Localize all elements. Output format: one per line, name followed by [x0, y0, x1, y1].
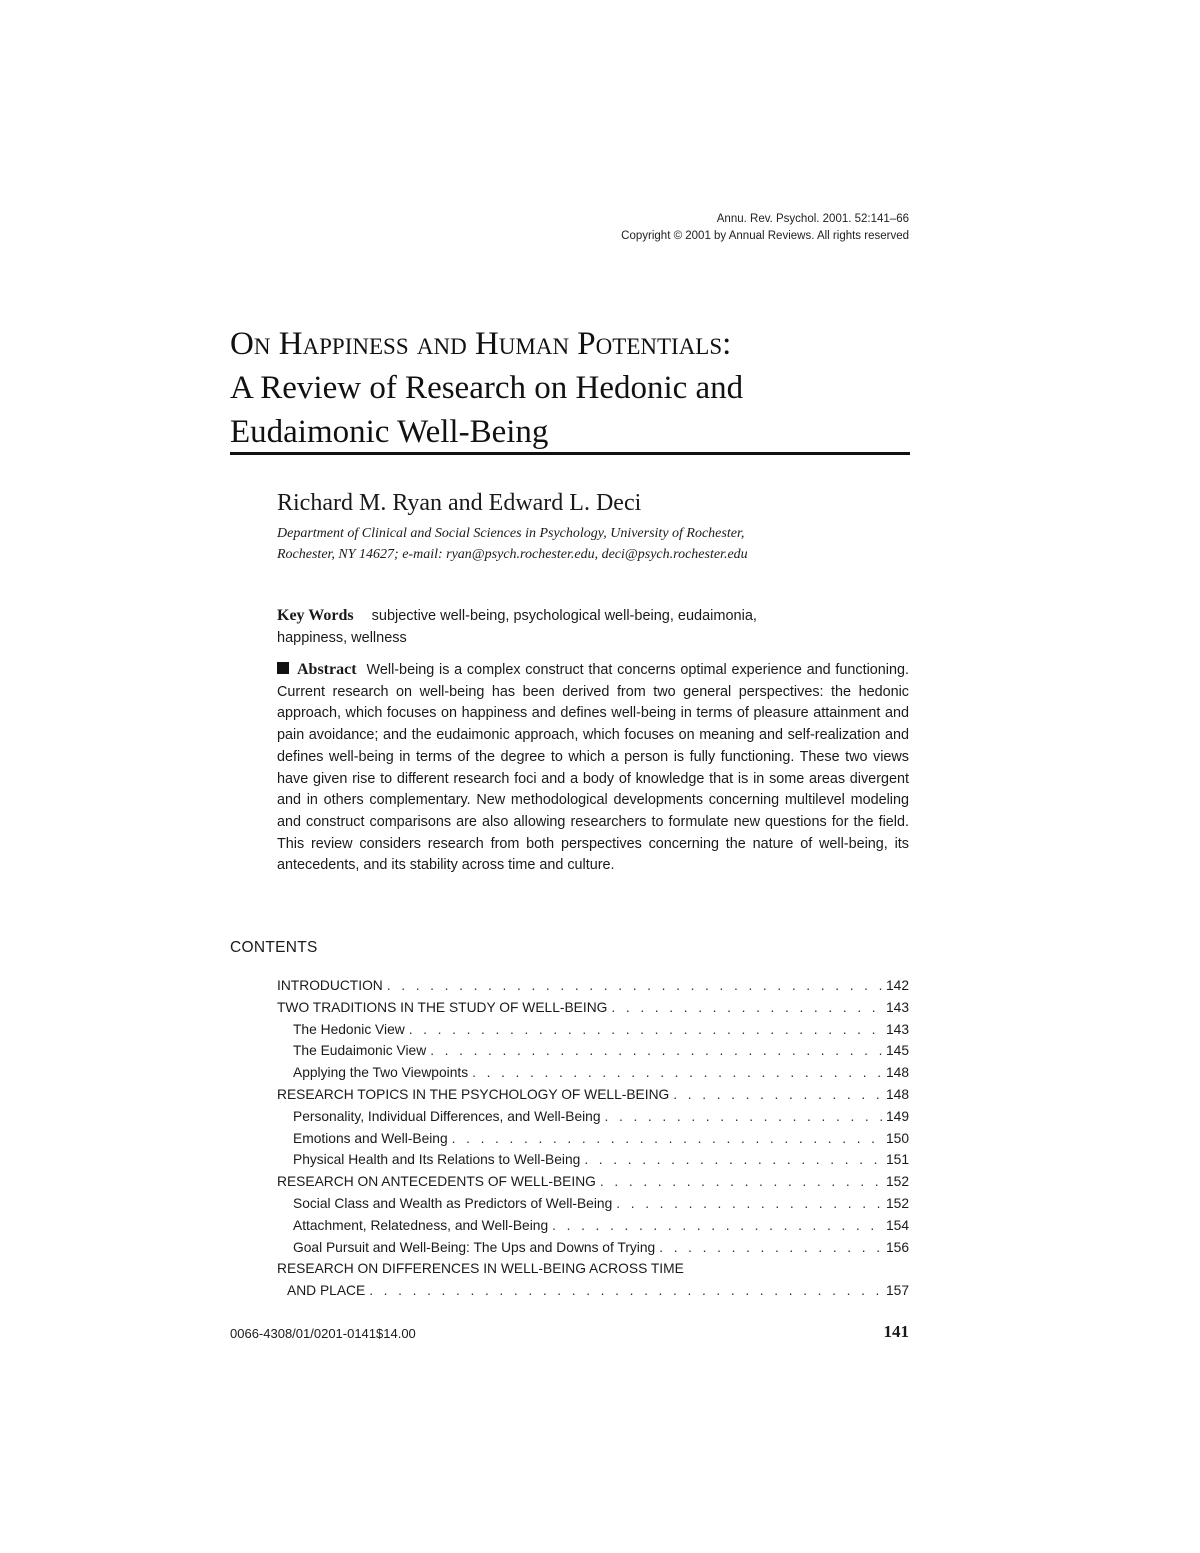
- toc-entry-page: 148: [885, 1065, 909, 1081]
- square-bullet-icon: [277, 662, 289, 674]
- toc-leader-dots: [409, 1019, 882, 1041]
- toc-entry-page: 143: [885, 999, 909, 1015]
- abstract: [277, 659, 909, 877]
- toc-entry[interactable]: [277, 1019, 909, 1041]
- toc-entry-label: RESEARCH ON ANTECEDENTS OF WELL-BEING: [277, 1174, 596, 1190]
- toc-entry-page: 152: [885, 1174, 909, 1190]
- footer-code: 0066-4308/01/0201-0141$14.00: [230, 1326, 416, 1341]
- toc-entry-page: 156: [885, 1239, 909, 1255]
- toc-entry-label: Physical Health and Its Relations to Well-Being: [293, 1152, 581, 1168]
- toc-entry-page: 151: [885, 1152, 909, 1168]
- toc-entry[interactable]: [277, 1258, 909, 1280]
- toc-entry-label: TWO TRADITIONS IN THE STUDY OF WELL-BEING: [277, 999, 608, 1015]
- toc-entry[interactable]: [277, 1040, 909, 1062]
- affiliation-line-1: Department of Clinical and Social Sciences in Psychology, University of Rochester,: [277, 526, 745, 541]
- toc-leader-dots: [611, 997, 882, 1019]
- toc-entry-page: 143: [885, 1021, 909, 1037]
- title-line-1: On Happiness and Human Potentials:: [230, 326, 732, 362]
- toc-entry-page: 148: [885, 1086, 909, 1102]
- keywords-text-line-1: subjective well-being, psychological well-being, eudaimonia,: [371, 608, 757, 624]
- toc-entry-page: 149: [885, 1108, 909, 1124]
- journal-reference: [621, 211, 909, 245]
- toc-entry-label: AND PLACE: [287, 1283, 366, 1299]
- keywords-text-line-2: happiness, wellness: [277, 630, 407, 646]
- toc-entry-label: Goal Pursuit and Well-Being: The Ups and Downs of Trying: [293, 1239, 656, 1255]
- toc-leader-dots: [452, 1128, 882, 1150]
- toc-entry[interactable]: [277, 975, 909, 997]
- toc-leader-dots: [600, 1171, 882, 1193]
- keywords: [277, 605, 909, 649]
- toc-leader-dots: [584, 1149, 882, 1171]
- toc-entry-label: RESEARCH TOPICS IN THE PSYCHOLOGY OF WELL-BEING: [277, 1086, 670, 1102]
- toc-entry[interactable]: [277, 1106, 909, 1128]
- toc-entry[interactable]: [277, 1193, 909, 1215]
- toc-entry-label: Social Class and Wealth as Predictors of Well-Being: [293, 1195, 613, 1211]
- toc-leader-dots: [673, 1084, 882, 1106]
- toc-leader-dots: [430, 1040, 882, 1062]
- page-number: 141: [883, 1322, 909, 1341]
- toc-entry[interactable]: [277, 997, 909, 1019]
- toc-leader-dots: [659, 1237, 882, 1259]
- toc-entry[interactable]: [277, 1128, 909, 1150]
- authors: Richard M. Ryan and Edward L. Deci: [277, 490, 642, 516]
- toc-entry[interactable]: [277, 1171, 909, 1193]
- toc-entry-page: 157: [885, 1283, 909, 1299]
- toc-entry-label: The Eudaimonic View: [293, 1043, 427, 1059]
- table-of-contents: [277, 975, 909, 1302]
- toc-entry-page: 150: [885, 1130, 909, 1146]
- toc-leader-dots: [616, 1193, 882, 1215]
- title-line-2: A Review of Research on Hedonic and: [230, 370, 744, 406]
- toc-leader-dots: [605, 1106, 882, 1128]
- toc-entry-label: INTRODUCTION: [277, 978, 383, 993]
- toc-entry[interactable]: [277, 1084, 909, 1106]
- affiliation: [277, 523, 917, 565]
- toc-entry-label: RESEARCH ON DIFFERENCES IN WELL-BEING ACROSS TIME: [277, 1261, 684, 1277]
- toc-entry-page: 154: [885, 1217, 909, 1233]
- toc-entry-page: 142: [885, 978, 909, 993]
- toc-leader-dots: [472, 1062, 882, 1084]
- toc-leader-dots: [387, 975, 882, 997]
- toc-entry-label: Personality, Individual Differences, and Well-Being: [293, 1108, 601, 1124]
- toc-entry-page: 152: [885, 1195, 909, 1211]
- toc-entry-label: Applying the Two Viewpoints: [293, 1065, 469, 1081]
- toc-entry-label: Attachment, Relatedness, and Well-Being: [293, 1217, 549, 1233]
- affiliation-line-2: Rochester, NY 14627; e-mail: ryan@psych.rochester.edu, deci@psych.rochester.edu: [277, 547, 748, 562]
- toc-leader-dots: [369, 1280, 882, 1302]
- keywords-label: Key Words: [277, 607, 354, 624]
- toc-entry[interactable]: [277, 1215, 909, 1237]
- toc-entry-page: 145: [885, 1043, 909, 1059]
- abstract-label: Abstract: [297, 661, 357, 678]
- abstract-text: Well-being is a complex construct that concerns optimal experience and functioning. Current research on well-being has been derived from two general perspectives: the hedonic approach, which focuses on happiness and defines well-being in terms of pleasure attainment and pain avoidance; and the eudaimonic approach, which focuses on meaning and self-realization and defines well-being in terms of the degree to which a person is fully functioning. These two views have given rise to different research foci and a body of knowledge that is in some areas divergent and in others complementary. New methodological developments concerning multilevel modeling and construct comparisons are also allowing researchers to formulate new questions for the field. This review considers research from both perspectives concerning the nature of well-being, its antecedents, and its stability across time and culture.: [277, 662, 909, 874]
- toc-entry-label: Emotions and Well-Being: [293, 1130, 448, 1146]
- title-rule: [230, 452, 910, 455]
- article-title: [230, 322, 910, 454]
- toc-leader-dots: [552, 1215, 882, 1237]
- toc-entry-label: The Hedonic View: [293, 1021, 405, 1037]
- journal-citation: Annu. Rev. Psychol. 2001. 52:141–66: [716, 213, 909, 225]
- toc-entry[interactable]: [277, 1149, 909, 1171]
- copyright-notice: Copyright © 2001 by Annual Reviews. All rights reserved: [621, 230, 909, 242]
- toc-entry[interactable]: [277, 1062, 909, 1084]
- toc-entry[interactable]: [277, 1280, 909, 1302]
- toc-entry[interactable]: [277, 1237, 909, 1259]
- title-line-3: Eudaimonic Well-Being: [230, 414, 549, 450]
- contents-heading: CONTENTS: [230, 939, 318, 956]
